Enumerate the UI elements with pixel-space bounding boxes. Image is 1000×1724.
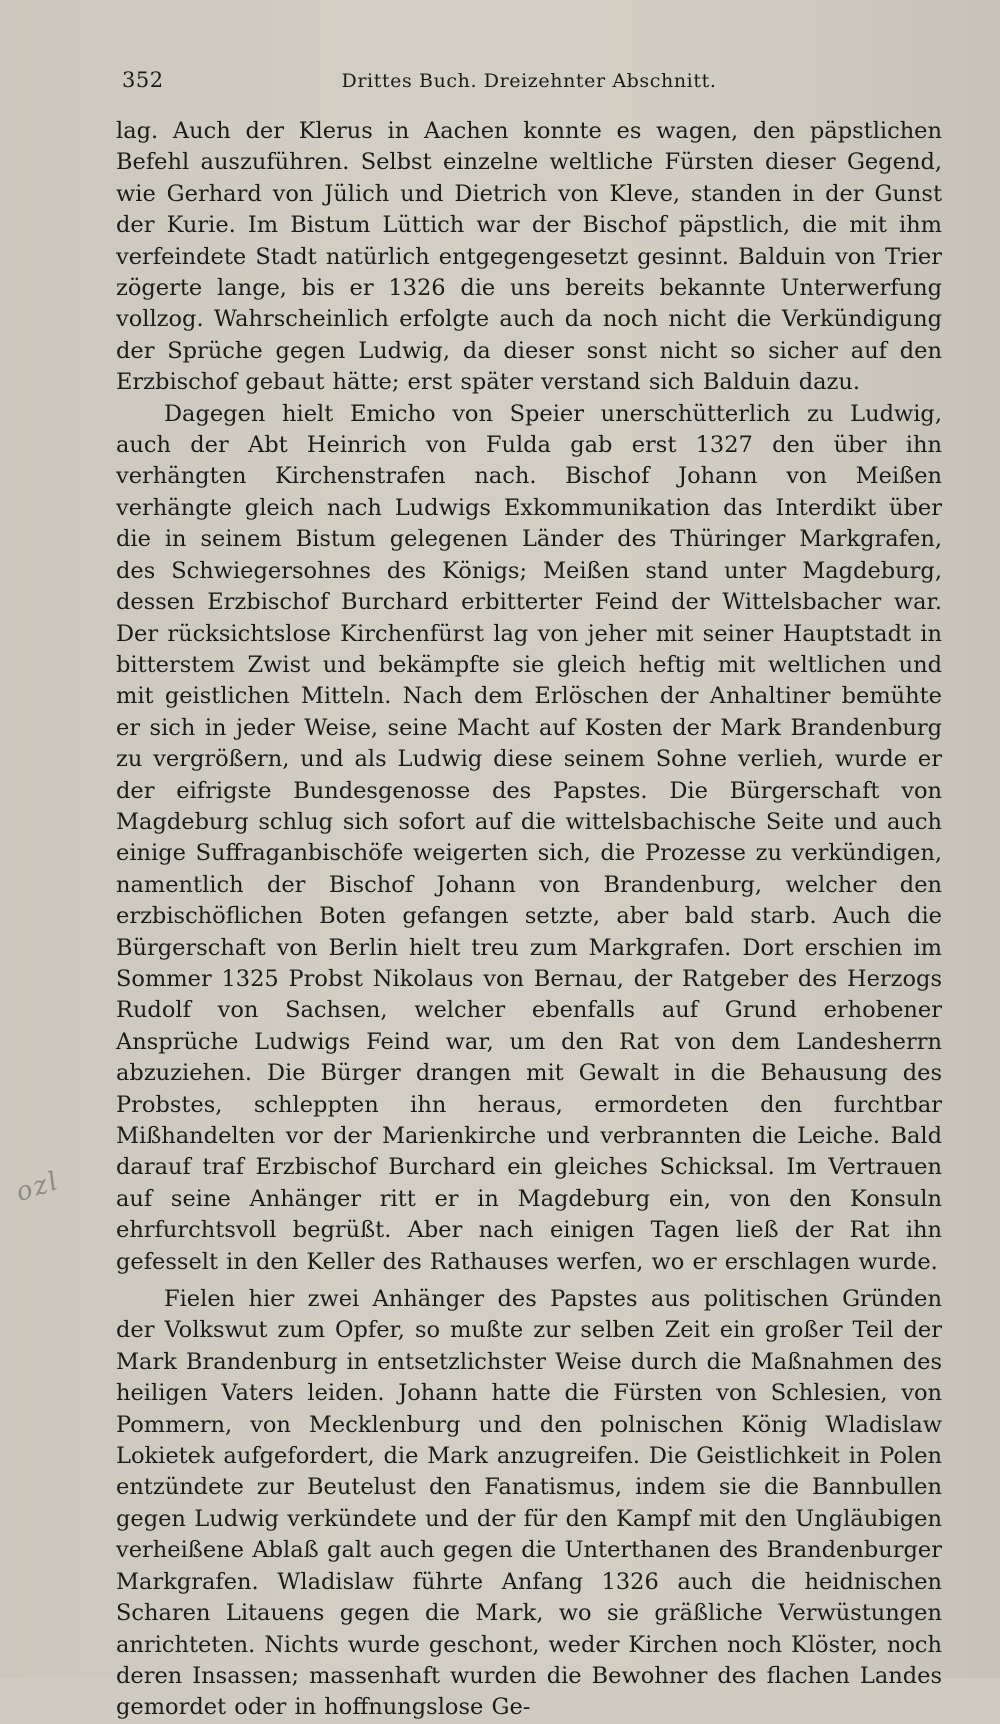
page-number: 352 bbox=[122, 68, 164, 92]
paragraph-1: lag. Auch der Klerus in Aachen konnte es wagen, den päpstlichen Befehl auszuführen. Selbst einzelne weltliche Fürsten dieser Gegend, wie Gerhard von Jülich und Dietrich von Kleve, standen in der Gunst der Kurie. Im Bistum Lüttich war der Bischof päpstlich, die mit ihm verfeindete Stadt natürlich entgegengesetzt gesinnt. Balduin von Trier zögerte lange, bis er 1326 die uns bereits bekannte Unterwerfung vollzog. Wahrscheinlich erfolgte auch da noch nicht die Verkündigung der Sprüche gegen Ludwig, da dieser sonst nicht so sicher auf den Erzbischof gebaut hätte; erst später verstand sich Balduin dazu. bbox=[116, 118, 942, 396]
margin-pencil-note: ozl bbox=[12, 1165, 64, 1209]
running-title: Drittes Buch. Dreizehnter Abschnitt. bbox=[341, 70, 717, 92]
paragraph-2: Dagegen hielt Emicho von Speier unerschütterlich zu Ludwig, auch der Abt Heinrich von Fulda gab erst 1327 den über ihn verhängten Kirchenstrafen nach. Bischof Johann von Meißen verhängte gleich nach Ludwigs Exkommunikation das Interdikt über die in seinem Bistum gelegenen Länder des Thüringer Markgrafen, des Schwiegersohnes des Königs; Meißen stand unter Magdeburg, dessen Erzbischof Burchard erbitterter Feind der Wittelsbacher war. Der rücksichtslose Kirchenfürst lag von jeher mit seiner Hauptstadt in bitterstem Zwist und bekämpfte sie gleich heftig mit weltlichen und mit geistlichen Mitteln. Nach dem Erlöschen der Anhaltiner bemühte er sich in jeder Weise, seine Macht auf Kosten der Mark Brandenburg zu vergrößern, und als Ludwig diese seinem Sohne verlieh, wurde er der eifrigste Bundesgenosse des Papstes. Die Bürgerschaft von Magdeburg schlug sich sofort auf die wittelsbachische Seite und auch einige Suffraganbischöfe weigerten sich, die Prozesse zu verkündigen, namentlich der Bischof Johann von Brandenburg, welcher den erzbischöflichen Boten gefangen setzte, aber bald starb. Auch die Bürgerschaft von Berlin hielt treu zum Markgrafen. Dort erschien im Sommer 1325 Probst Nikolaus von Bernau, der Ratgeber des Herzogs Rudolf von Sachsen, welcher ebenfalls auf Grund erhobener Ansprüche Ludwigs Feind war, um den Rat von dem Landesherrn abzuziehen. Die Bürger drangen mit Gewalt in die Behausung des Probstes, schleppten ihn heraus, ermordeten den furchtbar Mißhandelten vor der Marienkirche und verbrannten die Leiche. Bald darauf traf Erzbischof Burchard ein gleiches Schicksal. Im Vertrauen auf seine Anhänger ritt er in Magdeburg ein, von den Konsuln ehrfurchtsvoll begrüßt. Aber nach einigen Tagen ließ der Rat ihn gefesselt in den Keller des Rathauses werfen, wo er erschlagen wurde. bbox=[116, 400, 942, 1275]
paragraph-3: Fielen hier zwei Anhänger des Papstes aus politischen Gründen der Volkswut zum Opfer, so mußte zur selben Zeit ein großer Teil der Mark Brandenburg in entsetzlichster Weise durch die Maßnahmen des heiligen Vaters leiden. Johann hatte die Fürsten von Schlesien, von Pommern, von Mecklenburg und den polnischen König Wladislaw Lokietek aufgefordert, die Mark anzugreifen. Die Geistlichkeit in Polen entzündete zur Beutelust den Fanatismus, indem sie die Bannbullen gegen Ludwig verkündete und der für den Kampf mit den Ungläubigen verheißene Ablaß galt auch gegen die Unterthanen des Brandenburger Markgrafen. Wladislaw führte Anfang 1326 auch die heidnischen Scharen Litauens gegen die Mark, wo sie gräßliche Verwüstungen anrichteten. Nichts wurde geschont, weder Kirchen noch Klöster, noch deren Insassen; massenhaft wurden die Bewohner des flachen Landes gemordet oder in hoffnungslose Ge- bbox=[116, 1286, 942, 1721]
page-header bbox=[116, 62, 942, 116]
